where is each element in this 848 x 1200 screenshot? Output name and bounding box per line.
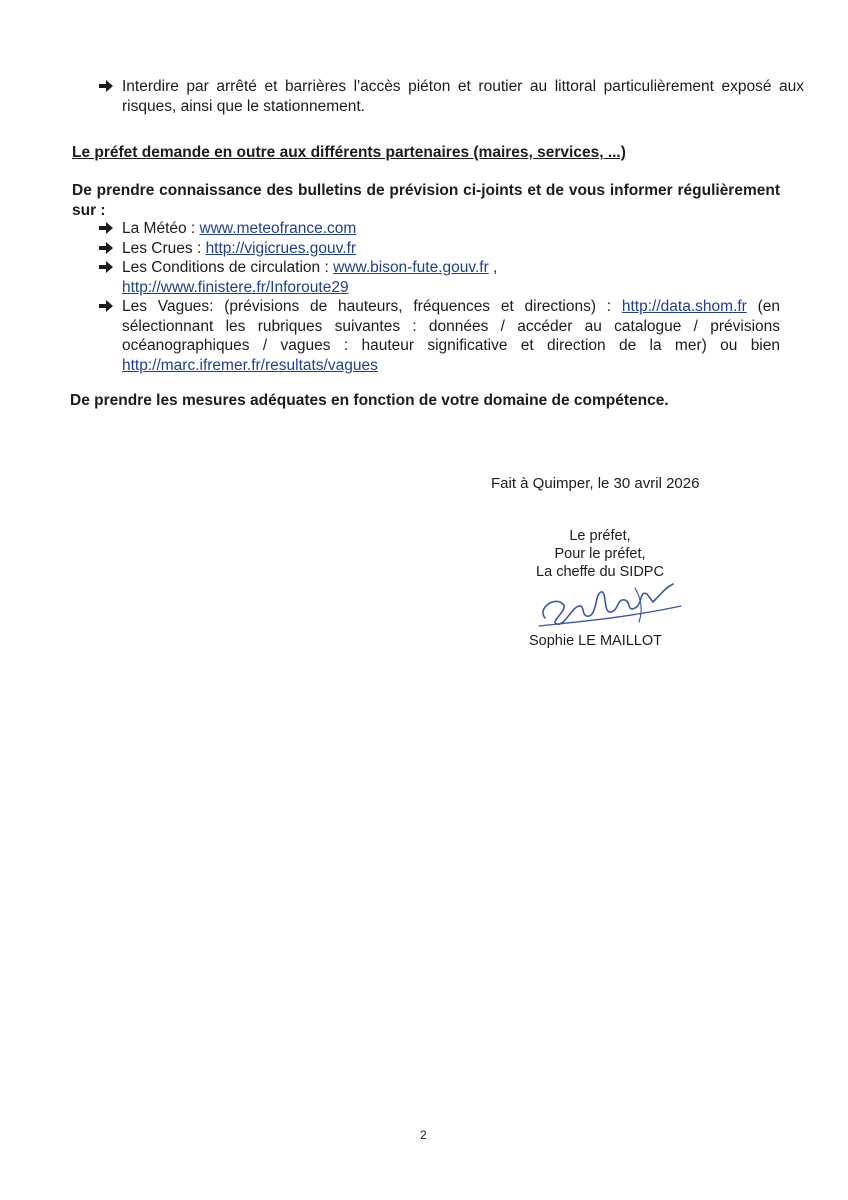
right-arrow-icon (98, 220, 114, 236)
ifremer-link[interactable]: http://marc.ifremer.fr/resultats/vagues (122, 356, 378, 374)
right-arrow-icon (98, 240, 114, 256)
crues-link[interactable]: http://vigicrues.gouv.fr (205, 239, 357, 257)
signature-title-line: Le préfet, (569, 528, 631, 544)
vagues-description: (en sélectionnant les rubriques suivantes : données / accéder au catalogue / prévisions océanographiques / vagues : hauteur significative et direction de la mer) ou bien (122, 298, 780, 354)
partners-heading: Le préfet demande en outre aux différents partenaires (maires, services, ...) (72, 144, 626, 161)
list-item-meteo (98, 219, 780, 239)
shom-link[interactable]: http://data.shom.fr (621, 298, 747, 315)
right-arrow-icon (98, 259, 114, 275)
handwritten-signature (535, 578, 685, 636)
info-links-list (98, 219, 780, 375)
bulletins-paragraph: De prendre connaissance des bulletins de prévision ci-joints et de vous informer régulièrement sur : (72, 182, 780, 219)
intro-bullet (98, 77, 804, 116)
right-arrow-icon (98, 78, 114, 94)
page-number: 2 (420, 1128, 427, 1142)
circulation-label: Les Conditions de circulation : (122, 259, 334, 276)
list-item-crues (98, 239, 780, 259)
signature-delegation-line: Pour le préfet, (554, 546, 646, 562)
meteo-label: La Météo : (122, 220, 200, 237)
list-item-circulation (98, 258, 780, 297)
finistere-inforoute-link[interactable]: http://www.finistere.fr/Inforoute29 (122, 278, 349, 296)
meteo-link[interactable]: www.meteofrance.com (199, 220, 357, 237)
measures-paragraph: De prendre les mesures adéquates en fonction de votre domaine de compétence. (70, 392, 669, 409)
place-and-date: Fait à Quimper, le 30 avril 2026 (491, 475, 700, 492)
circulation-separator: , (488, 259, 498, 276)
crues-label: Les Crues : (122, 239, 206, 257)
bison-fute-link[interactable]: www.bison-fute.gouv.fr (333, 259, 489, 276)
signature-role-line: La cheffe du SIDPC (536, 564, 664, 580)
signer-name: Sophie LE MAILLOT (529, 633, 662, 649)
vagues-label: Les Vagues: (prévisions de hauteurs, fréquences et directions) : (122, 298, 622, 315)
intro-bullet-text: Interdire par arrêté et barrières l'accès piéton et routier au littoral particulièrement exposé aux risques, ainsi que le stationnement. (122, 78, 804, 115)
signature-block (500, 527, 700, 581)
list-item-vagues (98, 297, 780, 375)
right-arrow-icon (98, 298, 114, 314)
